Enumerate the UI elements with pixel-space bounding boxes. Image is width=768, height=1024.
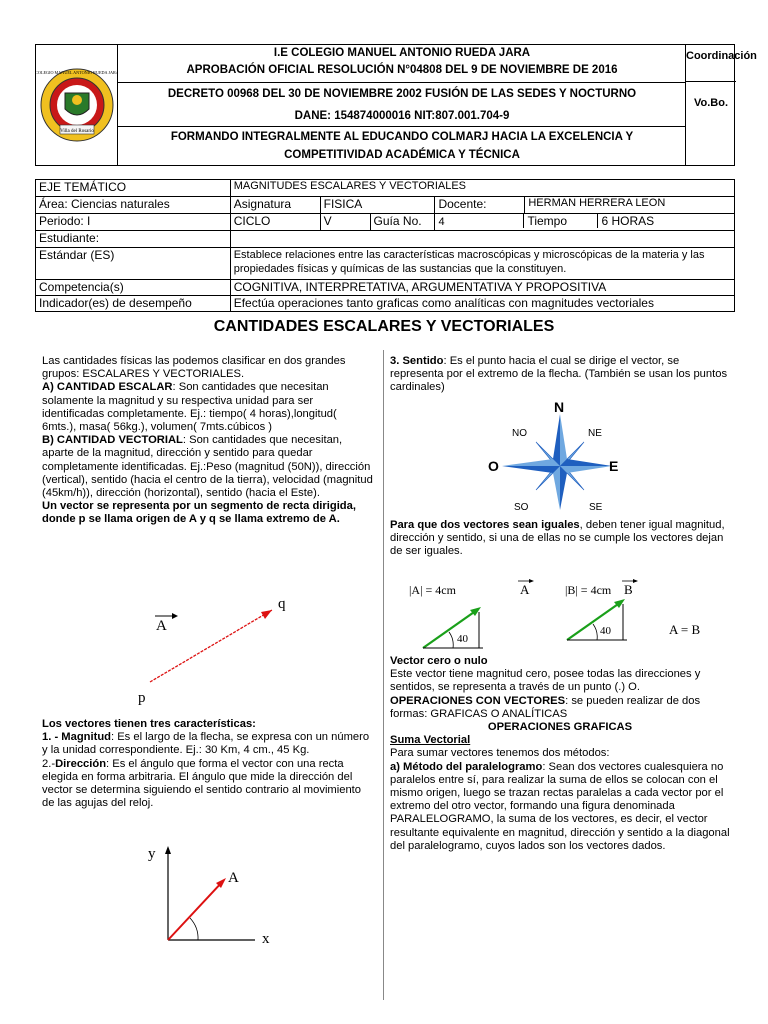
estandar-label: Estándar (ES) <box>36 248 231 280</box>
operaciones-paragraph <box>390 695 730 721</box>
segmento-text: Un vector se representa por un segmento de recta dirigida, donde p se llama origen de A y q se llama extremo de A. <box>42 500 356 526</box>
guia-value: 4 <box>438 216 445 228</box>
metodo-text: : Sean dos vectores cualesquiera no paralelos entre sí, para realizar la suma de ellos se colocan con el mismo origen, luego se trazan rectas paralelas a cada vector por el extremo del otro vector, formando una figura denominada PARALELOGRAMO, la suma de los vectores, es decir, el vector resultante equivalente en magnitud, dirección y sentido a la diagonal del paralelogramo, cuyos lados son los vectores dados. <box>390 760 730 852</box>
motto-line-1: FORMANDO INTEGRALMENTE AL EDUCANDO COLMARJ HACIA LA EXCELENCIA Y <box>170 131 634 143</box>
vector-pq-line <box>150 610 272 682</box>
fig3-label-A: A <box>520 582 530 597</box>
page-title: CANTIDADES ESCALARES Y VECTORIALES <box>213 318 555 335</box>
fig3-B-arrow-icon <box>633 579 638 583</box>
compass-E: E <box>609 458 619 474</box>
ciclo-value: V <box>320 214 370 231</box>
competencia-value: COGNITIVA, INTERPRETATIVA, ARGUMENTATIVA Y PROPOSITIVA <box>230 280 734 296</box>
intro-text: Las cantidades físicas las podemos clasificar en dos grandes grupos: ESCALARES Y VECTORIALES. <box>42 355 346 381</box>
fig3-angle-2: 40 <box>600 625 611 637</box>
magnitud-paragraph <box>42 731 374 757</box>
sentido-paragraph <box>390 355 730 395</box>
eje-value: MAGNITUDES ESCALARES Y VECTORIALES <box>230 180 734 197</box>
estandar-value: Establece relaciones entre las características macroscópicas y microscópicas de la materia y las propiedades físicas y químicas de las sustancias que la constituyen. <box>230 248 734 280</box>
eje-label: EJE TEMÁTICO <box>36 180 231 197</box>
vectorial-text: : Son cantidades que necesitan, aparte de la magnitud, dirección y sentido para quedar completamente identificadas. Ej.:Peso (magnitud (50N)), dirección (vertical), sentido (hacia el centro de la tierra), velocidad (magnitud (45km/h)), dirección (horizontal), sentido (hacia el Este). <box>42 434 373 500</box>
direction-figure <box>140 842 290 950</box>
fig3-A-arrow-icon <box>529 579 534 583</box>
direccion-number: 2.- <box>42 757 56 770</box>
compass-SO: SO <box>514 502 529 513</box>
asignatura-value: FISICA <box>320 197 435 214</box>
escalar-heading: A) CANTIDAD ESCALAR <box>42 381 173 394</box>
indicador-label: Indicador(es) de desempeño <box>36 296 231 312</box>
column-divider <box>383 350 384 1000</box>
y-axis-arrow-icon <box>165 846 171 854</box>
escalar-paragraph <box>42 381 374 434</box>
sentido-text: : Es el punto hacia el cual se dirige el vector, se representa por el extremo de la flecha. (También se usan los puntos cardinales) <box>390 355 728 394</box>
direccion-paragraph <box>42 758 374 811</box>
caracteristicas-heading: Los vectores tienen tres características: <box>42 718 256 730</box>
tiempo-label: Tiempo <box>523 214 597 228</box>
right-column-lower <box>390 655 730 853</box>
ciclo-label: CICLO <box>230 214 320 231</box>
fig3-mag-A: |A| = 4cm <box>409 583 456 597</box>
fig3-equality: A = B <box>669 622 701 637</box>
logo-ring-text: COLEGIO MANUEL ANTONIO RUEDA JARA <box>36 70 118 75</box>
fig3-vector-A <box>423 610 477 648</box>
fig2-label-y: y <box>148 846 156 862</box>
operaciones-heading: OPERACIONES CON VECTORES <box>390 694 566 707</box>
vector-pq-arrowhead <box>261 610 272 619</box>
fig2-label-x: x <box>262 931 270 947</box>
guia-label: Guía No. <box>370 214 435 231</box>
asignatura-label: Asignatura <box>230 197 320 214</box>
iguales-heading: Para que dos vectores sean iguales <box>390 519 580 531</box>
left-column-lower <box>42 718 374 810</box>
guia-tiempo-cell <box>435 214 735 231</box>
compass-N: N <box>554 399 565 415</box>
fig1-label-A: A <box>156 618 167 634</box>
compass-SE: SE <box>589 502 603 513</box>
right-column <box>390 355 730 395</box>
logo-banner-text: Villa del Rosario <box>60 129 94 134</box>
decree-line: DECRETO 00968 DEL 30 DE NOVIEMBRE 2002 FUSIÓN DE LAS SEDES Y NOCTURNO <box>167 88 637 100</box>
direccion-text: : Es el ángulo que forma el vector con una recta elegida en forma arbitraria. El ángulo que mide la dirección del vector se determina siguiendo el sentido contrario al movimiento de las agujas del reloj. <box>42 757 362 810</box>
fig2-angle-arc <box>190 918 198 940</box>
competencia-label: Competencia(s) <box>36 280 231 296</box>
left-column <box>42 355 374 527</box>
logo-cell <box>36 45 118 165</box>
iguales-block <box>390 519 730 559</box>
motto-line-2: COMPETITIVIDAD ACADÉMICA Y TÉCNICA <box>284 149 520 161</box>
approval-cells <box>686 45 757 165</box>
estudiante-value <box>230 231 734 248</box>
sentido-number: 3. <box>390 355 400 367</box>
magnitud-heading: 1. - Magnitud <box>42 731 111 744</box>
estudiante-label: Estudiante: <box>36 231 231 248</box>
metodo-heading: a) Método del paralelogramo <box>390 760 543 773</box>
docente-label: Docente: <box>435 197 525 214</box>
iguales-text: , deben tener igual magnitud, dirección y sentido, si una de ellas no se cumple los vectores dejan de ser iguales. <box>390 519 725 558</box>
iguales-paragraph <box>390 519 730 559</box>
school-header <box>35 44 757 166</box>
fig1-A-arrow-icon <box>172 613 178 619</box>
direccion-heading: Dirección <box>55 757 107 770</box>
cero-heading: Vector cero o nulo <box>390 655 488 667</box>
fig3-label-B: B <box>624 582 633 597</box>
fig2-vector-line <box>168 880 224 940</box>
fig3-vector-B <box>567 602 621 640</box>
guide-info-table <box>35 179 735 312</box>
compass-NE: NE <box>588 428 602 439</box>
fig2-label-A: A <box>228 870 239 886</box>
approval-line: APROBACIÓN OFICIAL RESOLUCIÓN N°04808 DEL 9 DE NOVIEMBRE DE 2016 <box>186 64 618 76</box>
sentido-heading: Sentido <box>402 355 444 367</box>
fig1-label-q: q <box>278 596 286 612</box>
operaciones-text: : se pueden realizar de dos formas: GRAFICAS O ANALÍTICAS <box>390 694 701 720</box>
magnitud-text: : Es el largo de la flecha, se expresa con un número y la unidad correspondiente. Ej.: 30 Km, 4 cm., 45 Kg. <box>42 731 370 757</box>
header-text <box>118 45 686 165</box>
vectorial-heading: B) CANTIDAD VECTORIAL <box>42 434 183 447</box>
escalar-text: : Son cantidades que necesitan solamente la magnitud y su respectiva unidad para ser identificadas completamente. Ej.: tiempo( 4 horas),longitud( 6mts.), masa( 56kg.), volumen( 7mts.cúbicos ) <box>42 381 337 434</box>
coordinacion-label: Coordinación <box>686 45 736 82</box>
fig1-label-p: p <box>138 690 146 706</box>
compass-O: O <box>488 458 499 474</box>
vectorial-paragraph <box>42 434 374 500</box>
fig3-mag-B: |B| = 4cm <box>565 583 612 597</box>
vobo-label: Vo.Bo. <box>693 97 728 109</box>
school-logo <box>36 45 118 165</box>
metodo-paragraph <box>390 761 730 853</box>
suma-heading: Suma Vectorial <box>390 734 471 747</box>
indicador-value: Efectúa operaciones tanto graficas como analíticas con magnitudes vectoriales <box>230 296 734 312</box>
cero-text: Este vector tiene magnitud cero, posee todas las direcciones y sentidos, se representa a través de un punto (.) O. <box>390 668 701 694</box>
compass-NO: NO <box>512 428 527 439</box>
dane-line: DANE: 154874000016 NIT:807.001.704-9 <box>294 110 510 122</box>
graficas-heading: OPERACIONES GRAFICAS <box>487 721 633 734</box>
compass-rose <box>482 398 638 516</box>
periodo-label: Periodo: I <box>36 214 231 231</box>
suma-text: Para sumar vectores tenemos dos métodos: <box>390 747 610 760</box>
vector-pq-figure <box>130 588 310 708</box>
tiempo-value: 6 HORAS <box>597 214 654 228</box>
docente-value: HERMAN HERRERA LEON <box>525 197 735 214</box>
area-label: Área: Ciencias naturales <box>36 197 231 214</box>
school-name: I.E COLEGIO MANUEL ANTONIO RUEDA JARA <box>273 47 531 59</box>
equal-vectors-figure <box>395 574 725 654</box>
fig3-angle-1: 40 <box>457 633 468 645</box>
